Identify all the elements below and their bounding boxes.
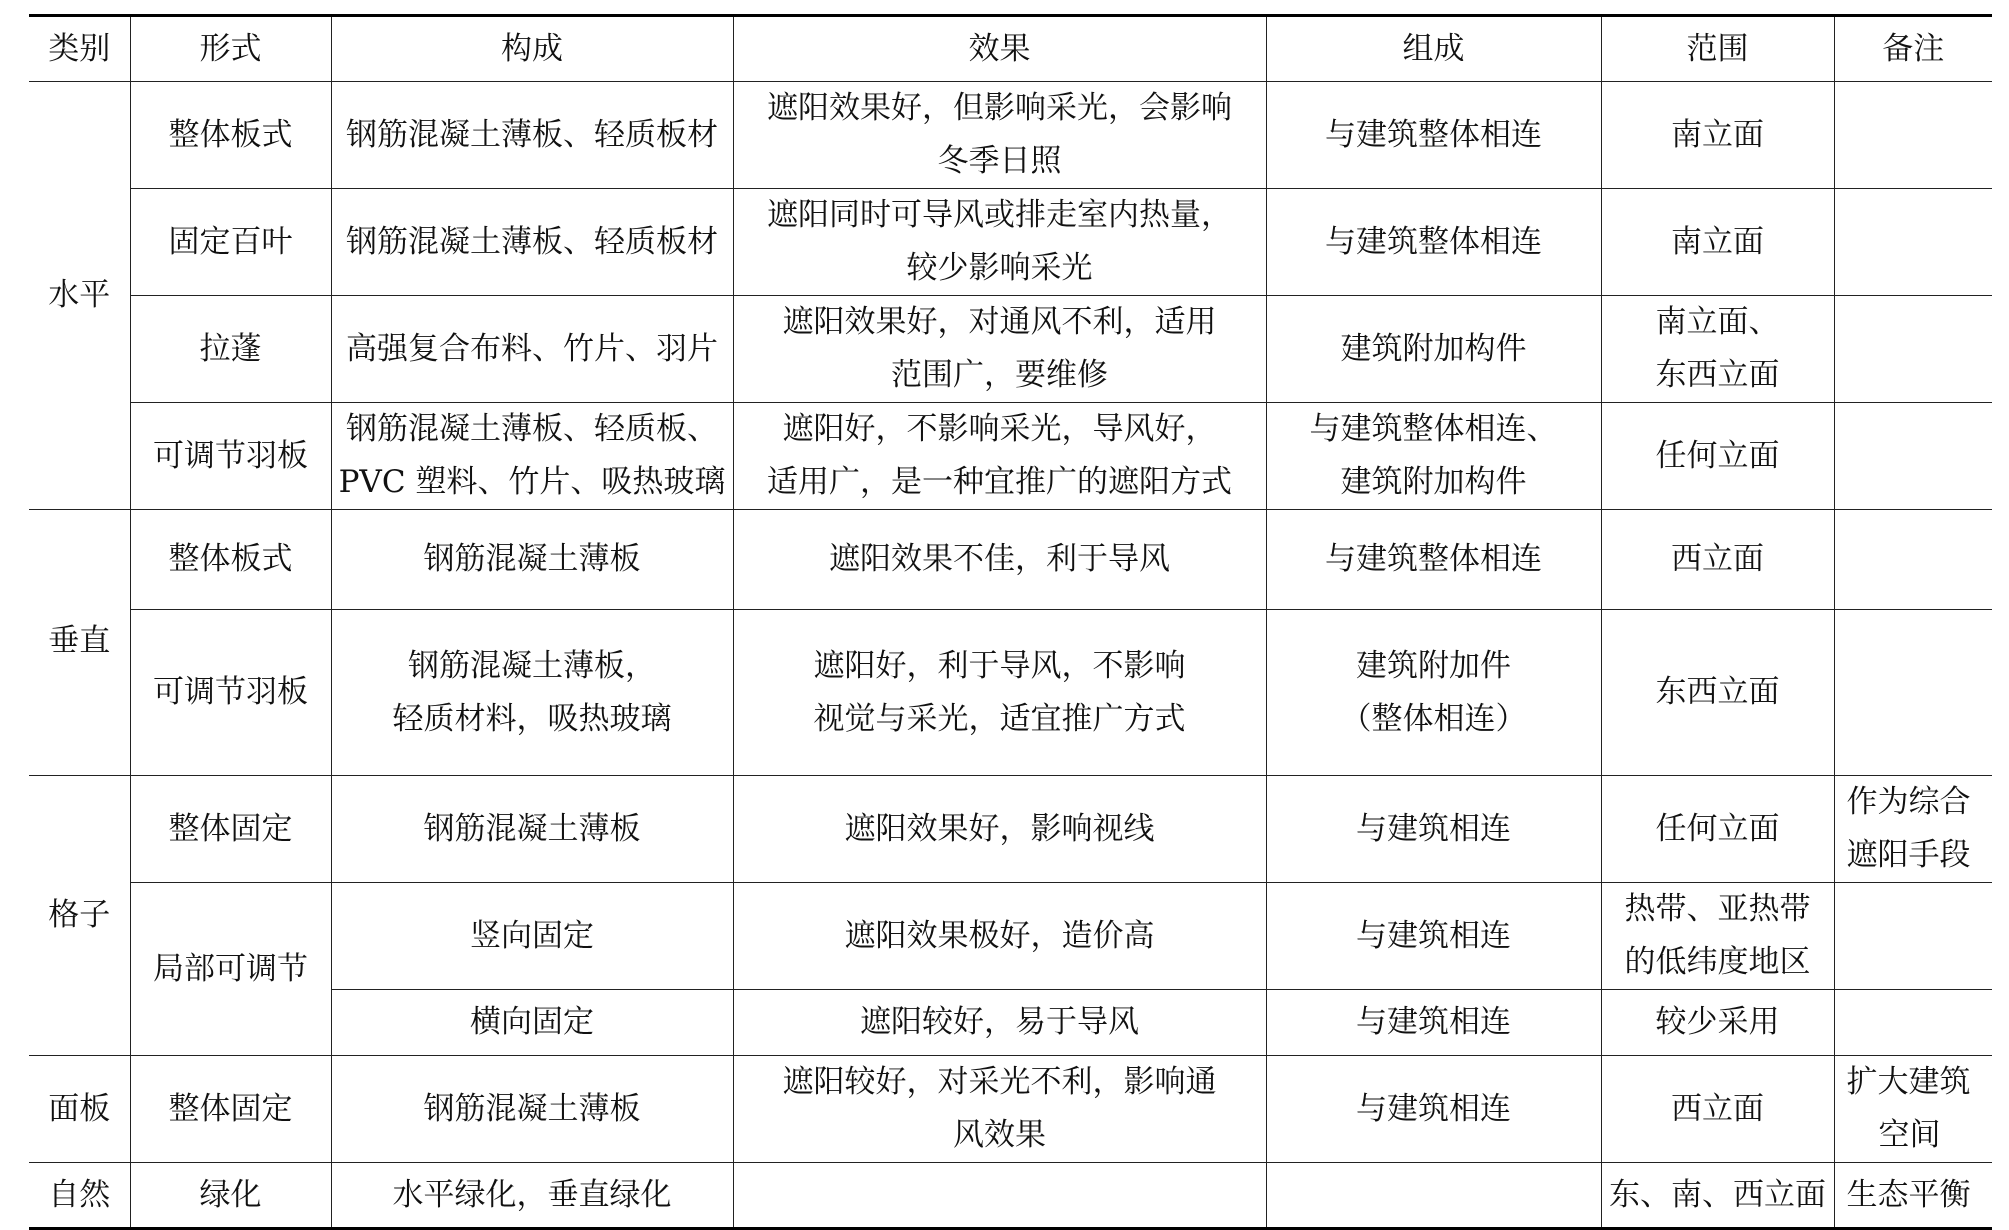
composition-line: 与建筑整体相连、 <box>1309 411 1558 447</box>
construction-cell <box>331 610 733 776</box>
effect-line: 较少影响采光 <box>906 250 1093 286</box>
category-cell: 格子 <box>29 776 130 1056</box>
remarks-cell <box>1834 403 1992 510</box>
range-cell <box>1601 296 1834 403</box>
table-row <box>29 776 1992 883</box>
header-composition: 组成 <box>1266 16 1601 82</box>
table-row <box>29 403 1992 510</box>
form-cell: 整体板式 <box>130 510 331 610</box>
remarks-cell <box>1834 776 1992 883</box>
range-cell: 任何立面 <box>1601 403 1834 510</box>
construction-line: 钢筋混凝土薄板、轻质板、 <box>346 411 718 447</box>
header-category: 类别 <box>29 16 130 82</box>
construction-cell: 横向固定 <box>331 990 733 1056</box>
remarks-cell: 生态平衡 <box>1834 1163 1992 1229</box>
range-line: 东西立面 <box>1655 357 1780 393</box>
construction-cell <box>331 403 733 510</box>
composition-cell <box>1266 403 1601 510</box>
composition-line: （整体相连） <box>1340 700 1527 737</box>
construction-line: 轻质材料，吸热玻璃 <box>392 700 672 737</box>
form-cell: 可调节羽板 <box>130 610 331 776</box>
effect-cell: 遮阳效果好，影响视线 <box>733 776 1266 883</box>
header-remarks: 备注 <box>1834 16 1992 82</box>
effect-cell: 遮阳效果不佳，利于导风 <box>733 510 1266 610</box>
effect-cell <box>733 403 1266 510</box>
remarks-cell <box>1834 990 1992 1056</box>
composition-cell: 建筑附加构件 <box>1266 296 1601 403</box>
form-cell: 可调节羽板 <box>130 403 331 510</box>
effect-cell: 遮阳效果极好，造价高 <box>733 883 1266 990</box>
effect-cell <box>733 1056 1266 1163</box>
form-cell: 整体固定 <box>130 1056 331 1163</box>
effect-line: 适用广，是一种宜推广的遮阳方式 <box>767 464 1232 500</box>
effect-cell <box>733 610 1266 776</box>
header-effect: 效果 <box>733 16 1266 82</box>
category-cell: 面板 <box>29 1056 130 1163</box>
header-construction: 构成 <box>331 16 733 82</box>
effect-cell <box>733 1163 1266 1229</box>
sunshade-comparison-table <box>29 14 1992 1230</box>
table-row <box>29 610 1992 776</box>
table-row <box>29 1056 1992 1163</box>
range-cell: 任何立面 <box>1601 776 1834 883</box>
composition-cell: 与建筑整体相连 <box>1266 189 1601 296</box>
effect-cell <box>733 189 1266 296</box>
range-cell <box>1601 883 1834 990</box>
range-cell: 东西立面 <box>1601 610 1834 776</box>
remarks-cell <box>1834 189 1992 296</box>
header-row <box>29 16 1992 82</box>
effect-line: 遮阳效果好，但影响采光，会影响 <box>767 90 1232 126</box>
form-cell: 局部可调节 <box>130 883 331 1056</box>
header-form: 形式 <box>130 16 331 82</box>
construction-cell: 钢筋混凝土薄板 <box>331 1056 733 1163</box>
form-cell: 整体固定 <box>130 776 331 883</box>
category-cell: 垂直 <box>29 510 130 776</box>
table-row <box>29 189 1992 296</box>
remarks-cell <box>1834 296 1992 403</box>
range-cell: 东、南、西立面 <box>1601 1163 1834 1229</box>
composition-cell: 与建筑相连 <box>1266 1056 1601 1163</box>
effect-line: 遮阳好，利于导风，不影响 <box>813 647 1186 684</box>
construction-cell: 钢筋混凝土薄板 <box>331 510 733 610</box>
effect-cell <box>733 82 1266 189</box>
category-cell: 自然 <box>29 1163 130 1229</box>
composition-cell <box>1266 1163 1601 1229</box>
remarks-line: 作为综合 <box>1846 784 1971 820</box>
construction-cell: 钢筋混凝土薄板 <box>331 776 733 883</box>
effect-line: 视觉与采光，适宜推广方式 <box>813 700 1186 737</box>
form-cell: 整体板式 <box>130 82 331 189</box>
construction-cell: 钢筋混凝土薄板、轻质板材 <box>331 189 733 296</box>
remarks-cell <box>1834 510 1992 610</box>
table-row <box>29 1163 1992 1229</box>
construction-cell: 竖向固定 <box>331 883 733 990</box>
remarks-cell <box>1834 883 1992 990</box>
remarks-line: 空间 <box>1878 1117 1941 1153</box>
composition-cell: 与建筑整体相连 <box>1266 82 1601 189</box>
effect-line: 遮阳同时可导风或排走室内热量， <box>767 197 1232 233</box>
table-row <box>29 296 1992 403</box>
construction-cell: 高强复合布料、竹片、羽片 <box>331 296 733 403</box>
range-cell: 较少采用 <box>1601 990 1834 1056</box>
table-row <box>29 82 1992 189</box>
table-container <box>29 14 1992 1230</box>
remarks-line: 扩大建筑 <box>1846 1064 1971 1100</box>
remarks-cell <box>1834 82 1992 189</box>
range-cell: 南立面 <box>1601 82 1834 189</box>
effect-line: 遮阳较好，对采光不利，影响通 <box>782 1064 1217 1100</box>
header-range: 范围 <box>1601 16 1834 82</box>
effect-cell: 遮阳较好，易于导风 <box>733 990 1266 1056</box>
table-row <box>29 510 1992 610</box>
effect-line: 风效果 <box>953 1117 1046 1153</box>
composition-line: 建筑附加构件 <box>1340 464 1527 500</box>
remarks-line: 遮阳手段 <box>1846 837 1971 873</box>
range-cell: 西立面 <box>1601 510 1834 610</box>
effect-line: 范围广，要维修 <box>891 357 1108 393</box>
effect-cell <box>733 296 1266 403</box>
table-row <box>29 883 1992 990</box>
composition-cell: 与建筑整体相连 <box>1266 510 1601 610</box>
composition-cell: 与建筑相连 <box>1266 883 1601 990</box>
composition-cell: 与建筑相连 <box>1266 776 1601 883</box>
effect-line: 遮阳好，不影响采光，导风好， <box>782 411 1217 447</box>
remarks-cell <box>1834 1056 1992 1163</box>
category-cell: 水平 <box>29 82 130 510</box>
composition-cell: 与建筑相连 <box>1266 990 1601 1056</box>
range-line: 的低纬度地区 <box>1624 944 1811 980</box>
remarks-cell <box>1834 610 1992 776</box>
range-line: 南立面、 <box>1655 304 1780 340</box>
construction-line: PVC 塑料、竹片、吸热玻璃 <box>338 464 726 500</box>
construction-line: 钢筋混凝土薄板， <box>408 647 656 684</box>
construction-cell: 钢筋混凝土薄板、轻质板材 <box>331 82 733 189</box>
effect-line: 遮阳效果好，对通风不利，适用 <box>782 304 1217 340</box>
range-line: 热带、亚热带 <box>1624 891 1811 927</box>
form-cell: 拉蓬 <box>130 296 331 403</box>
construction-cell: 水平绿化，垂直绿化 <box>331 1163 733 1229</box>
form-cell: 固定百叶 <box>130 189 331 296</box>
range-cell: 西立面 <box>1601 1056 1834 1163</box>
composition-line: 建筑附加件 <box>1356 647 1511 684</box>
composition-cell <box>1266 610 1601 776</box>
effect-line: 冬季日照 <box>937 143 1062 179</box>
range-cell: 南立面 <box>1601 189 1834 296</box>
form-cell: 绿化 <box>130 1163 331 1229</box>
